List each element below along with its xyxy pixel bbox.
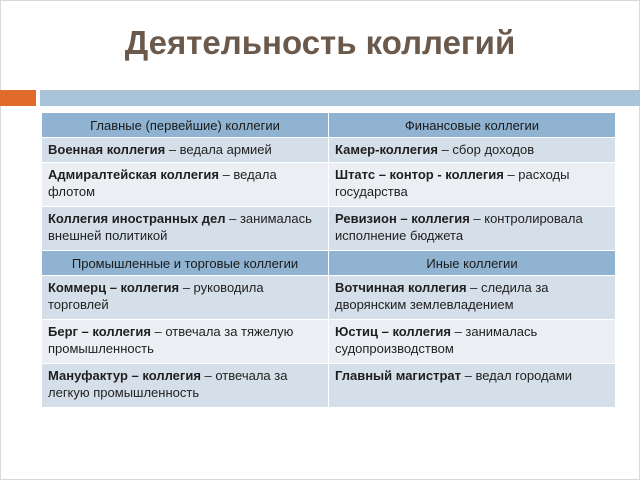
cell-desc: – руководила торговлей <box>48 280 264 312</box>
cell-term: Адмиралтейская коллегия <box>48 167 219 182</box>
cell-term: Военная коллегия <box>48 142 166 157</box>
cell-term: Камер-коллегия <box>335 142 438 157</box>
cell-desc: – следила за дворянским землевладением <box>335 280 549 312</box>
header-cell-other: Иные коллегии <box>329 251 616 276</box>
accent-bar-blue <box>40 90 640 106</box>
table-cell <box>42 138 329 163</box>
table-cell <box>42 320 329 364</box>
cell-desc: – сбор доходов <box>437 142 535 157</box>
table-header-row <box>42 251 616 276</box>
header-cell-finance: Финансовые коллегии <box>329 113 616 138</box>
cell-desc: – отвечала за легкую промышленность <box>48 368 288 400</box>
cell-desc: – занималась внешней политикой <box>48 211 312 243</box>
table-cell <box>42 163 329 207</box>
cell-desc: – ведала флотом <box>48 167 277 199</box>
cell-desc: – контролировала исполнение бюджета <box>335 211 583 243</box>
cell-term: Главный магистрат <box>335 368 461 383</box>
cell-desc: – расходы государства <box>335 167 570 199</box>
table-row <box>42 163 616 207</box>
table-cell <box>329 138 616 163</box>
cell-term: Вотчинная коллегия <box>335 280 467 295</box>
cell-term: Ревизион – коллегия <box>335 211 470 226</box>
table-row <box>42 276 616 320</box>
cell-desc: – занималась судопроизводством <box>335 324 538 356</box>
table-row <box>42 138 616 163</box>
table-header-row <box>42 113 616 138</box>
header-cell-main: Главные (первейшие) коллегии <box>42 113 329 138</box>
cell-desc: – ведала армией <box>165 142 272 157</box>
cell-term: Штатс – контор - коллегия <box>335 167 504 182</box>
table-cell <box>329 364 616 408</box>
cell-term: Мануфактур – коллегия <box>48 368 201 383</box>
table-cell <box>329 320 616 364</box>
cell-term: Берг – коллегия <box>48 324 151 339</box>
table-cell <box>42 276 329 320</box>
cell-desc: – ведал городами <box>460 368 573 383</box>
cell-desc: – отвечала за тяжелую промышленность <box>48 324 294 356</box>
cell-term: Юстиц – коллегия <box>335 324 451 339</box>
table-cell <box>329 276 616 320</box>
header-cell-industry: Промышленные и торговые коллегии <box>42 251 329 276</box>
table-cell <box>329 163 616 207</box>
cell-term: Коммерц – коллегия <box>48 280 180 295</box>
table-cell <box>42 207 329 251</box>
collegia-table <box>41 112 616 408</box>
table-row <box>42 320 616 364</box>
accent-bar-orange <box>0 90 36 106</box>
table-cell <box>42 364 329 408</box>
table-row <box>42 364 616 408</box>
table-row <box>42 207 616 251</box>
cell-term: Коллегия иностранных дел <box>48 211 226 226</box>
table-cell <box>329 207 616 251</box>
slide-title: Деятельность коллегий <box>124 24 516 61</box>
